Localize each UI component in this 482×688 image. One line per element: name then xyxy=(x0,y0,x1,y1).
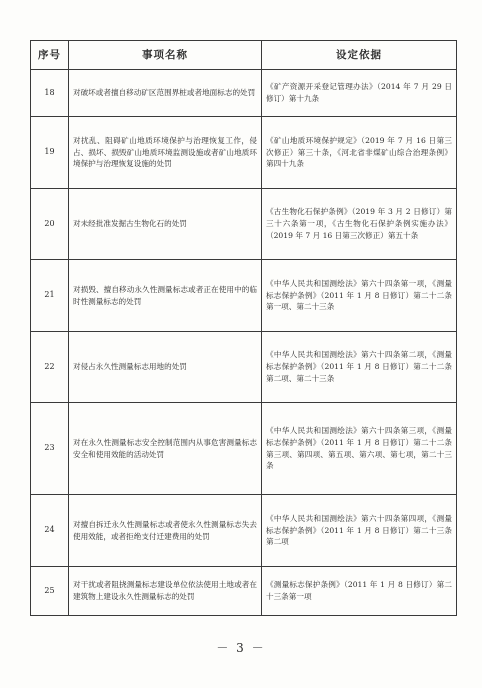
table-header-row xyxy=(31,41,457,70)
row-legal-basis: 《中华人民共和国测绘法》第六十四条第二项，《测量标志保护条例》（2011 年 1 月 8 日修订）第二十二条第二项、第二十三条 xyxy=(262,332,457,403)
header-number: 序号 xyxy=(31,41,69,70)
row-number: 22 xyxy=(31,332,69,403)
row-number: 20 xyxy=(31,189,69,260)
table-row xyxy=(31,117,457,189)
header-legal-basis: 设定依据 xyxy=(262,41,457,70)
row-item-name: 对在永久性测量标志安全控制范围内从事危害测量标志安全和使用效能的活动处罚 xyxy=(69,403,262,495)
table-row xyxy=(31,260,457,332)
row-item-name: 对擅自拆迁永久性测量标志或者使永久性测量标志失去使用效能，或者拒绝支付迁建费用的处罚 xyxy=(69,495,262,567)
table-row xyxy=(31,567,457,616)
table-row xyxy=(31,495,457,567)
items-table xyxy=(30,40,457,616)
row-item-name: 对破坏或者擅自移动矿区范围界桩或者地面标志的处罚 xyxy=(69,70,262,117)
row-legal-basis: 《中华人民共和国测绘法》第六十四条第三项，《测量标志保护条例》（2011 年 1 月 8 日修订）第二十二条第三项、第四项、第五项、第六项、第七项，第二十三条 xyxy=(262,403,457,495)
table-row xyxy=(31,70,457,117)
page-number: － 3 － xyxy=(216,641,266,655)
row-legal-basis: 《中华人民共和国测绘法》第六十四条第四项，《测量标志保护条例》（2011 年 1 月 8 日修订）第二十三条第二项 xyxy=(262,495,457,567)
row-item-name: 对未经批准发掘古生物化石的处罚 xyxy=(69,189,262,260)
row-number: 19 xyxy=(31,117,69,189)
document-page xyxy=(30,40,456,616)
row-number: 21 xyxy=(31,260,69,332)
row-number: 23 xyxy=(31,403,69,495)
row-legal-basis: 《古生物化石保护条例》（2019 年 3 月 2 日修订）第三十六条第一项，《古生物化石保护条例实施办法》（2019 年 7 月 16 日第三次修正）第五十条 xyxy=(262,189,457,260)
row-item-name: 对侵占永久性测量标志用地的处罚 xyxy=(69,332,262,403)
row-legal-basis: 《矿产资源开采登记管理办法》（2014 年 7 月 29 日修订）第十九条 xyxy=(262,70,457,117)
row-legal-basis: 《中华人民共和国测绘法》第六十四条第一项，《测量标志保护条例》（2011 年 1 月 8 日修订）第二十二条第一项、第二十三条 xyxy=(262,260,457,332)
table-row xyxy=(31,403,457,495)
row-item-name: 对损毁、擅自移动永久性测量标志或者正在使用中的临时性测量标志的处罚 xyxy=(69,260,262,332)
row-legal-basis: 《测量标志保护条例》（2011 年 1 月 8 日修订）第二十三条第一项 xyxy=(262,567,457,616)
row-legal-basis: 《矿山地质环境保护规定》（2019 年 7 月 16 日第三次修正）第三十条，《河北省非煤矿山综合治理条例》第四十九条 xyxy=(262,117,457,189)
row-number: 24 xyxy=(31,495,69,567)
row-number: 18 xyxy=(31,70,69,117)
row-item-name: 对扰乱、阻碍矿山地质环境保护与治理恢复工作，侵占、损坏、损毁矿山地质环境监测设施或者矿山地质环境保护与治理恢复设施的处罚 xyxy=(69,117,262,189)
header-item-name: 事项名称 xyxy=(69,41,262,70)
table-row xyxy=(31,189,457,260)
row-number: 25 xyxy=(31,567,69,616)
table-row xyxy=(31,332,457,403)
row-item-name: 对干扰或者阻挠测量标志建设单位依法使用土地或者在建筑物上建设永久性测量标志的处罚 xyxy=(69,567,262,616)
